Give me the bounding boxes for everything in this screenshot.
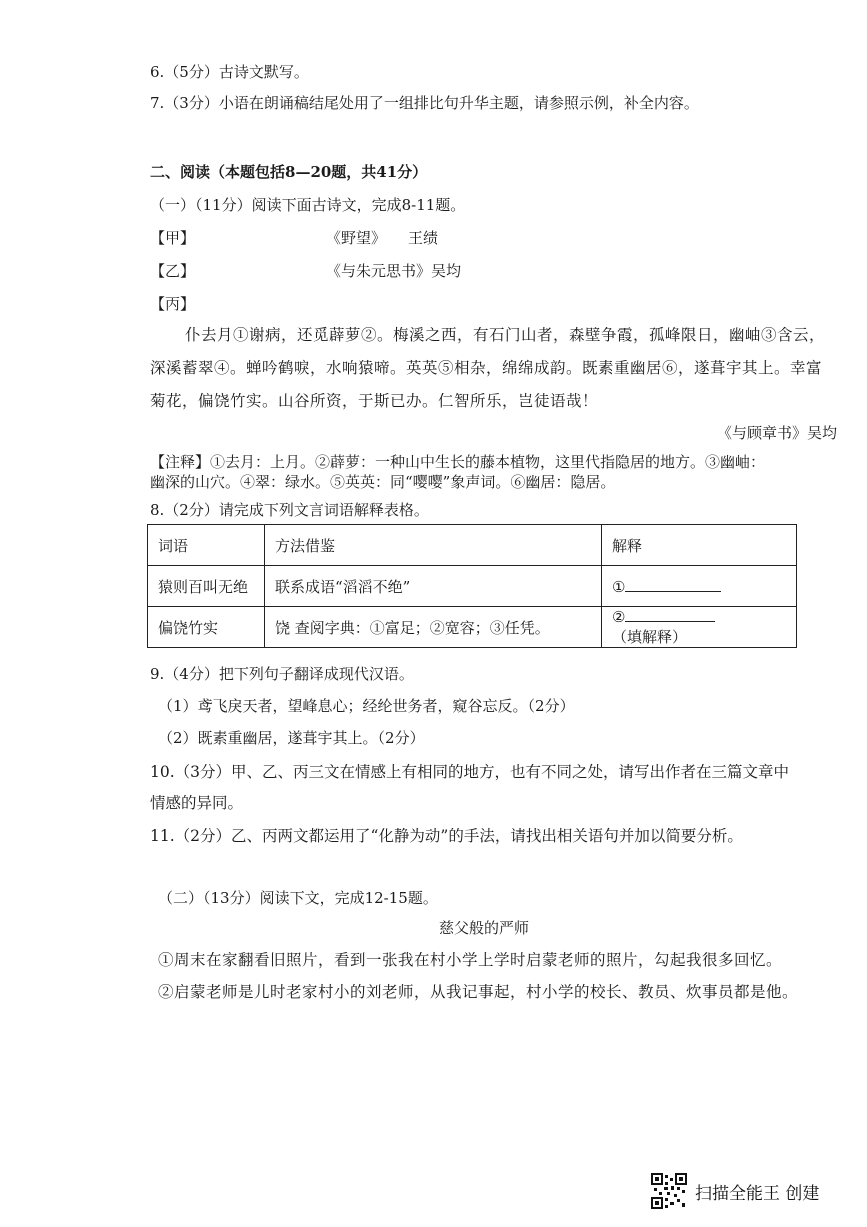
bing-label: 【丙】 — [150, 295, 196, 313]
table-cell-answer[interactable] — [602, 607, 797, 648]
notes-line-1: 【注释】①去月：上月。②薜萝：一种山中生长的藤本植物，这里代指隐居的地方。③幽岫： — [150, 453, 766, 471]
section-2-heading: 二、阅读（本题包括8—20题，共41分） — [150, 163, 428, 181]
jia-author: 王绩 — [408, 229, 439, 247]
table-cell-answer[interactable] — [602, 566, 797, 607]
passage-line-1: 仆去月①谢病，还觅薜萝②。梅溪之西，有石门山者，森壁争霞，孤峰限日，幽岫③含云， — [185, 326, 826, 344]
table-cell-word: 猿则百叫无绝 — [148, 566, 265, 607]
passage-line-3: 菊花，偏饶竹实。山谷所资，于斯已办。仁智所乐，岂徒语哉！ — [150, 392, 599, 410]
passage-reference: 《与顾章书》吴均 — [716, 424, 837, 442]
table-header-word: 词语 — [148, 525, 265, 566]
question-8: 8.（2分）请完成下列文言词语解释表格。 — [150, 501, 429, 519]
question-9: 9.（4分）把下列句子翻译成现代汉语。 — [150, 665, 414, 683]
question-11: 11.（2分）乙、丙两文都运用了“化静为动”的手法，请找出相关语句并加以简要分析。 — [150, 827, 743, 845]
table-row — [148, 566, 797, 607]
article-paragraph-1: ①周末在家翻看旧照片，看到一张我在村小学上学时启蒙老师的照片，勾起我很多回忆。 — [158, 951, 783, 969]
table-row — [148, 607, 797, 648]
question-9-1: （1）鸢飞戾天者，望峰息心；经纶世务者，窥谷忘反。（2分） — [158, 697, 575, 715]
notes-line-2: 幽深的山穴。④翠：绿水。⑤英英：同“嘤嘤”象声词。⑥幽居：隐居。 — [150, 473, 616, 491]
part-1-heading: （一）（11分）阅读下面古诗文，完成8-11题。 — [150, 196, 466, 214]
question-9-2: （2）既素重幽居，遂葺宇其上。（2分） — [158, 729, 425, 747]
article-title: 慈父般的严师 — [439, 919, 530, 937]
answer-blank[interactable] — [625, 607, 715, 622]
answer-blank[interactable] — [625, 577, 721, 592]
table-cell-word: 偏饶竹实 — [148, 607, 265, 648]
yi-label: 【乙】 — [150, 262, 196, 280]
table-cell-method: 联系成语“滔滔不绝” — [265, 566, 602, 607]
part-2-heading: （二）（13分）阅读下文，完成12-15题。 — [158, 889, 438, 907]
answer-hint: （填解释） — [612, 628, 688, 646]
jia-title: 《野望》 — [326, 229, 387, 247]
scanner-watermark-text: 扫描全能王 创建 — [695, 1183, 820, 1204]
passage-line-2: 深溪蓄翠④。蝉吟鹤唳，水响猿啼。英英⑤相杂，绵绵成韵。既素重幽居⑥，遂葺宇其上。幸富 — [150, 359, 823, 377]
table-cell-method: 饶 查阅字典：①富足；②宽容；③任凭。 — [265, 607, 602, 648]
yi-title: 《与朱元思书》吴均 — [326, 262, 462, 280]
table-header-row — [148, 525, 797, 566]
scanner-watermark — [651, 1173, 819, 1209]
qr-code-icon — [651, 1173, 687, 1209]
question-6: 6.（5分）古诗文默写。 — [150, 63, 309, 81]
table-header-answer: 解释 — [602, 525, 797, 566]
answer-number: ② — [612, 608, 626, 626]
answer-number: ① — [612, 577, 626, 596]
question-10-line-1: 10.（3分）甲、乙、丙三文在情感上有相同的地方，也有不同之处，请写出作者在三篇文章中 — [150, 763, 790, 781]
question-7: 7.（3分）小语在朗诵稿结尾处用了一组排比句升华主题，请参照示例，补全内容。 — [150, 94, 699, 112]
table-header-method: 方法借鉴 — [265, 525, 602, 566]
article-paragraph-2: ②启蒙老师是儿时老家村小的刘老师，从我记事起，村小学的校长、教员、炊事员都是他。 — [158, 983, 799, 1001]
vocab-table — [147, 524, 797, 648]
question-10-line-2: 情感的异同。 — [150, 794, 244, 812]
jia-label: 【甲】 — [150, 229, 196, 247]
